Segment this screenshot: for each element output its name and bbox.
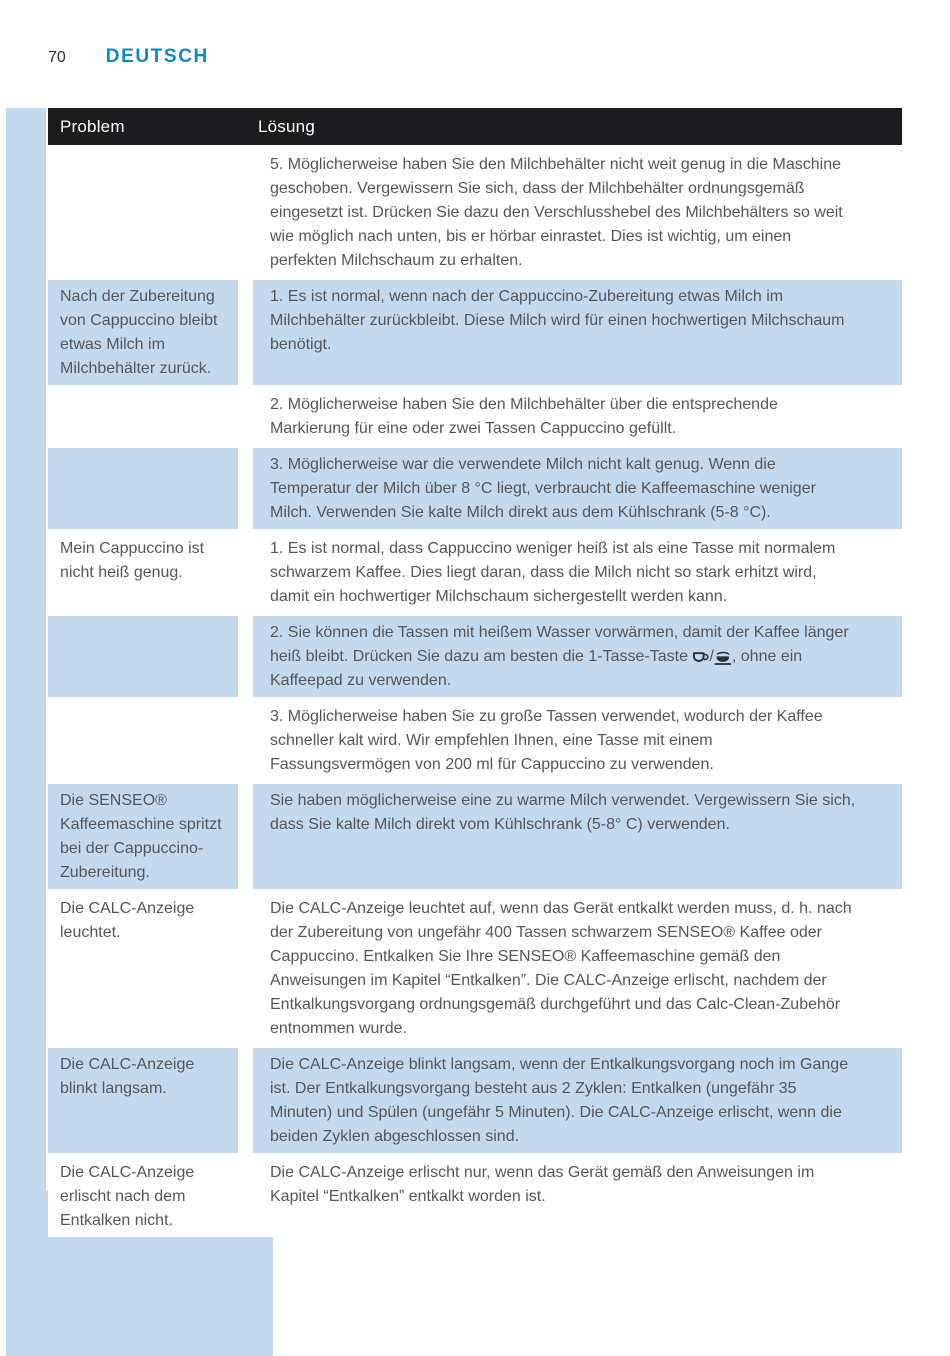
table-row	[48, 1156, 902, 1237]
left-margin-strip	[6, 108, 46, 1356]
solution-cell: Sie haben möglicherweise eine zu warme Milch verwendet. Vergewissern Sie sich, dass Sie kalte Milch direkt vom Kühlschrank (5-8° C) verwenden.	[253, 784, 902, 889]
solution-cell: Die CALC-Anzeige leuchtet auf, wenn das Gerät entkalkt werden muss, d. h. nach der Zubereitung von ungefähr 400 Tassen schwarzem SENSEO® Kaffee oder Cappuccino. Entkalken Sie Ihre SENSEO® Kaffeemaschine gemäß den Anweisungen im Kapitel “Entkalken”. Die CALC-Anzeige erlischt, nachdem der Entkalkungsvorgang ordnungsgemäß durchgeführt und das Calc-Clean-Zubehör entnommen wurde.	[270, 900, 852, 1037]
table-row	[48, 892, 902, 1045]
solution-cell: 2. Möglicherweise haben Sie den Milchbehälter über die entsprechende Markierung für eine oder zwei Tassen Cappuccino gefüllt.	[270, 396, 778, 437]
table-row	[48, 280, 902, 385]
column-gutter	[238, 700, 253, 781]
column-gutter	[238, 784, 253, 889]
column-gutter	[238, 280, 253, 385]
column-header-solution: Lösung	[258, 116, 315, 136]
column-gutter	[238, 892, 253, 1045]
troubleshooting-table	[48, 108, 902, 1237]
problem-cell	[48, 700, 238, 781]
problem-cell: Nach der Zubereitung von Cappuccino bleibt etwas Milch im Milchbehälter zurück.	[48, 280, 238, 385]
table-row	[48, 388, 902, 445]
problem-cell	[48, 388, 238, 445]
table-row	[48, 700, 902, 781]
table-row	[48, 1048, 902, 1153]
solution-cell: 2. Sie können die Tassen mit heißem Wasser vorwärmen, damit der Kaffee länger heiß bleibt. Drücken Sie dazu am besten die 1-Tasse-Taste / , ohne ein Kaffeepad zu verwenden.	[253, 616, 902, 697]
solution-cell: 3. Möglicherweise haben Sie zu große Tassen verwendet, wodurch der Kaffee schneller kalt wird. Wir empfehlen Ihnen, eine Tasse mit einem Fassungsvermögen von 200 ml für Cappuccino zu verwenden.	[270, 708, 823, 773]
language-title: DEUTSCH	[105, 46, 209, 67]
table-row	[48, 448, 902, 529]
table-row	[48, 616, 902, 697]
solution-cell: 3. Möglicherweise war die verwendete Milch nicht kalt genug. Wenn die Temperatur der Milch über 8 °C liegt, verbraucht die Kaffeemaschine weniger Milch. Verwenden Sie kalte Milch direkt aus dem Kühlschrank (5-8 °C).	[253, 448, 902, 529]
table-row	[48, 532, 902, 613]
problem-cell: Mein Cappuccino ist nicht heiß genug.	[60, 540, 205, 581]
column-gutter	[238, 616, 253, 697]
one-cup-icon	[692, 651, 709, 666]
solution-cell: 5. Möglicherweise haben Sie den Milchbehälter nicht weit genug in die Maschine geschoben. Vergewissern Sie sich, dass der Milchbehälter ordnungsgemäß eingesetzt ist. Drücken Sie dazu den Verschlusshebel des Milchbehälters so weit wie möglich nach unten, bis er hörbar einrastet. Dies ist wichtig, um einen perfekten Milchschaum zu erhalten.	[270, 156, 843, 269]
problem-cell: Die CALC-Anzeige blinkt langsam.	[48, 1048, 238, 1153]
solution-cell: 1. Es ist normal, wenn nach der Cappuccino-Zubereitung etwas Milch im Milchbehälter zurückbleibt. Diese Milch wird für einen hochwertigen Milchschaum benötigt.	[253, 280, 902, 385]
problem-cell: Die CALC-Anzeige leuchtet.	[60, 900, 195, 941]
solution-cell: Die CALC-Anzeige blinkt langsam, wenn der Entkalkungsvorgang noch im Gange ist. Der Entkalkungsvorgang besteht aus 2 Zyklen: Entkalken (ungefähr 35 Minuten) und Spülen (ungefähr 5 Minuten). Die CALC-Anzeige erlischt, wenn die beiden Zyklen abgeschlossen sind.	[253, 1048, 902, 1153]
page-header	[48, 46, 209, 68]
table-row	[48, 784, 902, 889]
problem-cell	[48, 616, 238, 697]
table-body	[48, 148, 902, 1237]
problem-cell: Die CALC-Anzeige erlischt nach dem Entkalken nicht.	[60, 1164, 195, 1229]
problem-cell	[48, 148, 238, 277]
column-gutter	[238, 448, 253, 529]
column-gutter	[238, 148, 253, 277]
solution-cell: Die CALC-Anzeige erlischt nur, wenn das Gerät gemäß den Anweisungen im Kapitel “Entkalken” entkalkt worden ist.	[270, 1164, 815, 1205]
column-gutter	[238, 388, 253, 445]
table-row	[48, 148, 902, 277]
column-header-problem: Problem	[60, 116, 125, 136]
table-header-row	[48, 108, 902, 145]
hot-cup-icon	[714, 651, 732, 666]
problem-cell	[48, 448, 238, 529]
column-gutter	[238, 1048, 253, 1153]
page-number: 70	[48, 49, 66, 66]
problem-cell: Die SENSEO® Kaffeemaschine spritzt bei der Cappuccino-Zubereitung.	[48, 784, 238, 889]
column-gutter	[238, 1156, 253, 1237]
column-gutter	[238, 532, 253, 613]
solution-cell: 1. Es ist normal, dass Cappuccino weniger heiß ist als eine Tasse mit normalem schwarzem Kaffee. Dies liegt daran, dass die Milch nicht so stark erhitzt wird, damit ein hochwertiger Milchschaum sichergestellt werden kann.	[270, 540, 836, 605]
